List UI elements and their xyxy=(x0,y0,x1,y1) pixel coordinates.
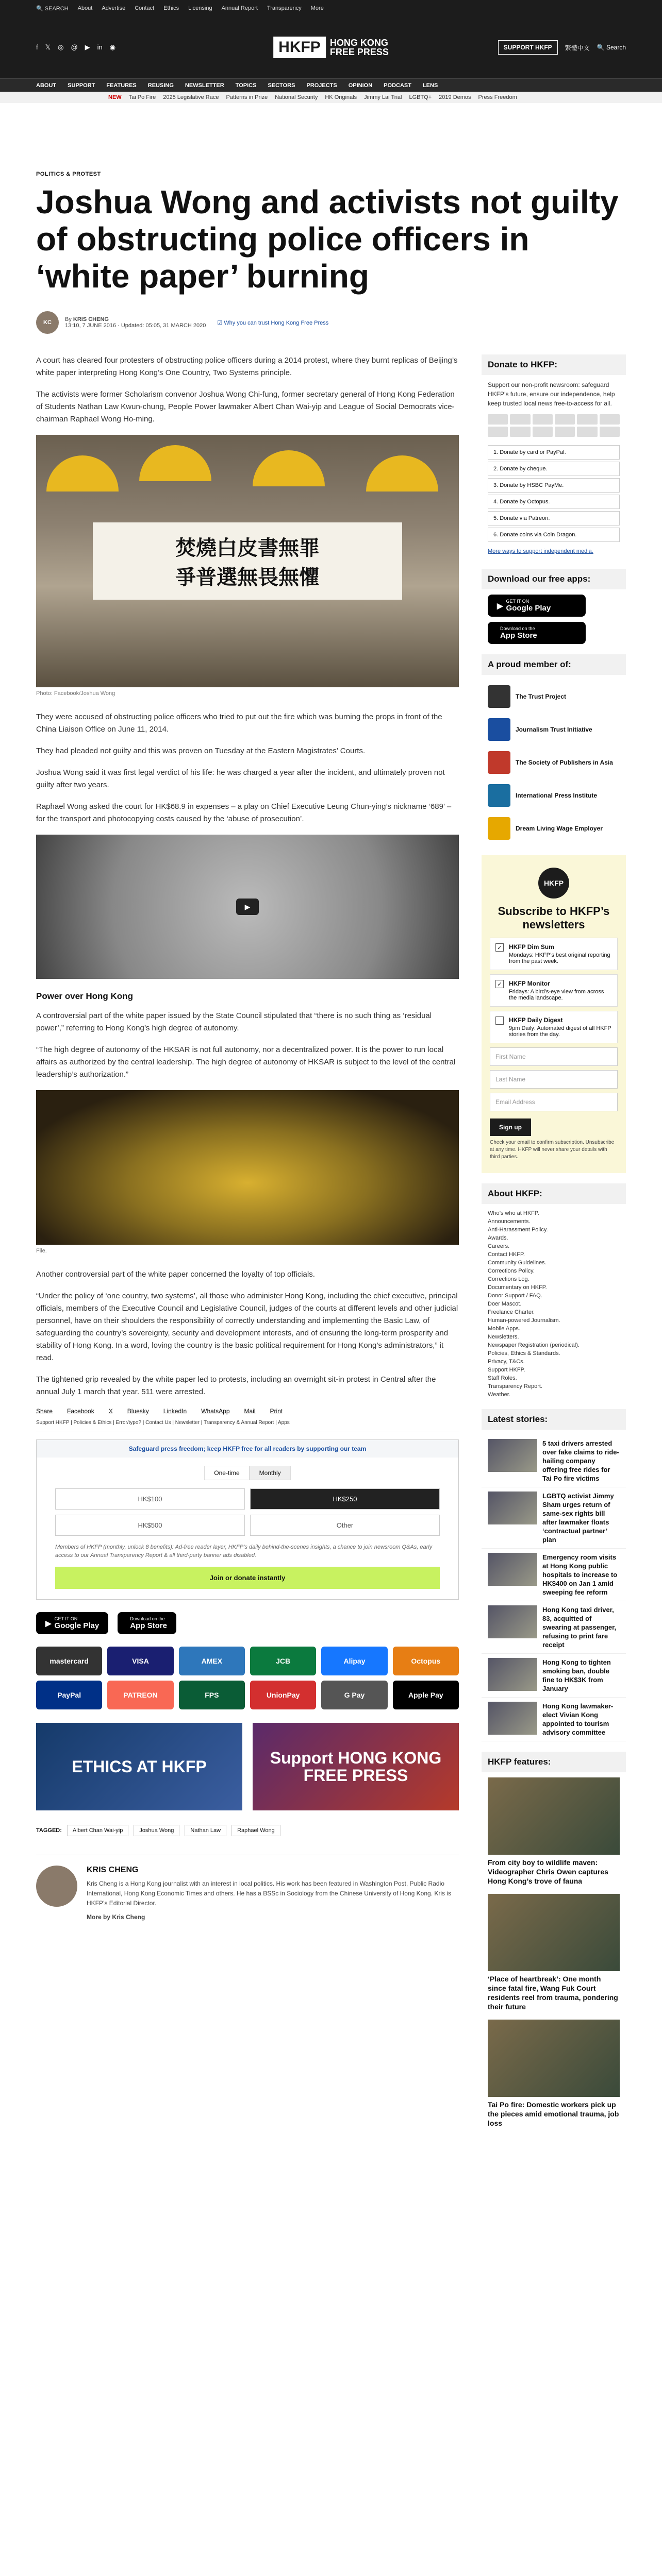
trending-item[interactable]: Jimmy Lai Trial xyxy=(364,94,402,100)
topbar-item[interactable]: About xyxy=(77,5,93,11)
about-link[interactable]: Doer Mascot. xyxy=(488,1301,522,1307)
trending-bar xyxy=(0,92,662,103)
about-link[interactable]: Policies, Ethics & Standards. xyxy=(488,1350,560,1357)
about-link[interactable]: Donor Support / FAQ. xyxy=(488,1293,542,1299)
feature-image[interactable] xyxy=(488,2020,620,2097)
about-link[interactable]: Newspaper Registration (periodical). xyxy=(488,1342,580,1348)
feature-story[interactable] xyxy=(482,2020,626,2136)
topbar-item[interactable]: Annual Report xyxy=(221,5,258,11)
author-avatar[interactable]: KC xyxy=(36,311,59,334)
story-thumbnail[interactable] xyxy=(488,1702,537,1735)
article-title: Joshua Wong and activists not guilty of obstructing police officers in ‘white paper’ burning xyxy=(36,183,619,295)
payment-methods xyxy=(36,1647,459,1709)
about-link[interactable]: Transparency Report. xyxy=(488,1383,542,1389)
article-body xyxy=(36,354,459,2136)
about-link[interactable]: Careers. xyxy=(488,1243,510,1249)
trending-item[interactable]: National Security xyxy=(275,94,318,100)
youtube-icon[interactable]: ▶ xyxy=(85,43,90,51)
paragraph: Raphael Wong asked the court for HK$68.9 in expenses – a play on Chief Executive Leung Chun-ying’s nickname ‘689’ – for the transport and photocopying costs caused by the ‘abuse of prosecution’. xyxy=(36,802,452,823)
donate-option[interactable]: 3. Donate by HSBC PayMe. xyxy=(488,478,620,493)
paragraph: Another controversial part of the white paper concerned the loyalty of top officials. xyxy=(36,1270,315,1279)
share-x[interactable]: X xyxy=(108,1408,113,1415)
payment-logo: G Pay xyxy=(321,1681,387,1709)
about-link[interactable]: Who’s who at HKFP. xyxy=(488,1210,539,1216)
about-link[interactable]: Announcements. xyxy=(488,1218,531,1225)
member-org[interactable] xyxy=(482,812,626,845)
share-linkedin[interactable]: LinkedIn xyxy=(163,1408,187,1415)
paragraph: A controversial part of the white paper issued by the State Council stipulated that “there is no such thing as ‘residual power’,” referring to Hong Kong’s high degree of autonomy. xyxy=(36,1011,432,1032)
about-links xyxy=(482,1209,626,1399)
about-heading: About HKFP: xyxy=(482,1183,626,1204)
payment-logo: PayPal xyxy=(36,1681,102,1709)
sidebar-app-store-button[interactable]: Download on the App Store xyxy=(488,622,586,644)
share-facebook[interactable]: Facebook xyxy=(67,1408,94,1415)
member-name: The Society of Publishers in Asia xyxy=(516,759,613,766)
tag[interactable]: Raphael Wong xyxy=(231,1825,280,1836)
protest-photo xyxy=(36,435,459,687)
member-logo-icon xyxy=(488,751,510,774)
join-donate-button[interactable]: Join or donate instantly xyxy=(55,1567,440,1589)
rally-photo xyxy=(36,1090,459,1245)
story-thumbnail[interactable] xyxy=(488,1492,537,1524)
tag[interactable]: Joshua Wong xyxy=(134,1825,179,1836)
nav-item[interactable]: LENS xyxy=(422,82,438,89)
payment-logo: PATREON xyxy=(107,1681,173,1709)
trending-item[interactable]: 2025 Legislative Race xyxy=(163,94,219,100)
amount-option[interactable]: HK$100 xyxy=(55,1488,245,1510)
feature-image[interactable] xyxy=(488,1777,620,1855)
member-logo-icon xyxy=(488,817,510,840)
about-link[interactable]: Support HKFP. xyxy=(488,1367,525,1373)
section-subhead: Power over Hong Kong xyxy=(36,991,133,1001)
feature-title[interactable]: Tai Po fire: Domestic workers pick up the pieces amid emotional trauma, job loss xyxy=(488,2100,619,2127)
byline: KC By KRIS CHENG 13:10, 7 JUNE 2016 · Updated: 05:05, 31 MARCH 2020 ☑ Why you can trust Hong Kong Free Press xyxy=(36,311,626,334)
topbar-item[interactable]: Transparency xyxy=(267,5,302,11)
story-thumbnail[interactable] xyxy=(488,1658,537,1691)
story-thumbnail[interactable] xyxy=(488,1605,537,1638)
first-name-input[interactable]: First Name xyxy=(490,1047,618,1066)
checkbox-icon[interactable]: ✓ xyxy=(495,943,504,952)
donate-option[interactable]: 4. Donate by Octopus. xyxy=(488,495,620,509)
paragraph: The activists were former Scholarism convenor Joshua Wong Chi-fung, former secretary general of Hong Kong Federation of Students Nathan Law Kwun-chung, People Power lawmaker Albert Chan Wai-yip and League of Social Democrats vice-chairman Raphael Wong Ho-ming. xyxy=(36,390,455,423)
latest-story[interactable] xyxy=(482,1549,626,1601)
share-mail[interactable]: Mail xyxy=(244,1408,256,1415)
about-link[interactable]: Community Guidelines. xyxy=(488,1260,547,1266)
sidebar-google-play-button[interactable]: ▶ GET IT ON Google Play xyxy=(488,595,586,617)
play-store-icon: ▶ xyxy=(45,1619,52,1628)
logo-mark: HKFP xyxy=(273,37,326,58)
donate-option[interactable]: 5. Donate via Patreon. xyxy=(488,511,620,526)
paragraph: Joshua Wong said it was first legal verdict of his life: he was charged a year after the incident, and ultimately proven not guilty after two years. xyxy=(36,768,445,789)
nav-item[interactable]: PROJECTS xyxy=(306,82,337,89)
member-logo-icon xyxy=(488,718,510,741)
main-nav xyxy=(0,78,662,92)
about-link[interactable]: Newsletters. xyxy=(488,1334,519,1340)
member-name: International Press Institute xyxy=(516,792,598,799)
member-list xyxy=(482,680,626,845)
checkbox-icon[interactable] xyxy=(495,1016,504,1025)
feature-title[interactable]: ‘Place of heartbreak’: One month since fatal fire, Wang Fuk Court residents reel from trauma, pondering their future xyxy=(488,1975,618,2011)
paragraph: “Under the policy of ‘one country, two systems’, all those who administer Hong Kong, including the chief executive, principal officials, members of the Executive Council and Legislative Council, judges of the courts at different levels and other judicial personnel, have on their shoulders the responsibility of correctly understanding and implementing the Basic Law, of safeguarding the country’s sovereignty, security and development interests, and of ensuring the long-term prosperity and stability of Hong Kong. In a word, loving the country is the basic political requirement for Hong Kong’s administrators,” it read. xyxy=(36,1292,458,1362)
author-box xyxy=(36,1855,459,1922)
apps-heading: Download our free apps: xyxy=(482,569,626,589)
about-link[interactable]: Corrections Log. xyxy=(488,1276,529,1282)
author-photo[interactable] xyxy=(36,1866,77,1907)
tag[interactable]: Albert Chan Wai-yip xyxy=(67,1825,128,1836)
payment-logo: AMEX xyxy=(179,1647,245,1675)
payment-logo: mastercard xyxy=(36,1647,102,1675)
play-icon[interactable]: ▶ xyxy=(236,899,259,915)
about-link[interactable]: Mobile Apps. xyxy=(488,1326,520,1332)
share-bluesky[interactable]: Bluesky xyxy=(127,1408,149,1415)
photo-caption: File. xyxy=(36,1248,47,1254)
sidebar-payment-logos xyxy=(482,408,626,443)
member-org[interactable] xyxy=(482,680,626,713)
app-downloads xyxy=(36,1612,459,1634)
payment-logo: Alipay xyxy=(321,1647,387,1675)
member-logo-icon xyxy=(488,784,510,807)
author-link[interactable]: KRIS CHENG xyxy=(73,316,109,323)
app-store-button[interactable]: Download on the App Store xyxy=(118,1612,176,1634)
instagram-icon[interactable]: ◎ xyxy=(58,43,64,51)
donate-option[interactable]: 6. Donate coins via Coin Dragon. xyxy=(488,528,620,542)
about-link[interactable]: Human-powered Journalism. xyxy=(488,1317,560,1324)
donate-option[interactable]: 2. Donate by cheque. xyxy=(488,462,620,476)
share-bar xyxy=(36,1408,459,1415)
search-link[interactable]: 🔍 SEARCH xyxy=(36,5,69,12)
feature-stories xyxy=(482,1777,626,2136)
tag[interactable]: Nathan Law xyxy=(185,1825,226,1836)
payment-logo: VISA xyxy=(107,1647,173,1675)
story-thumbnail[interactable] xyxy=(488,1553,537,1586)
x-icon[interactable]: 𝕏 xyxy=(45,43,51,51)
member-org[interactable] xyxy=(482,713,626,746)
topbar-item[interactable]: Ethics xyxy=(163,5,179,11)
member-name: Journalism Trust Initiative xyxy=(516,726,592,733)
support-hkfp-button[interactable]: SUPPORT HKFP xyxy=(498,40,558,55)
paragraph: They were accused of obstructing police officers who tried to put out the fire which was burning the props in front of the China Liaison Office on June 11, 2014. xyxy=(36,713,442,734)
site-header xyxy=(0,16,662,78)
support-promo[interactable]: Support HONG KONG FREE PRESS xyxy=(253,1723,459,1810)
nav-item[interactable]: OPINION xyxy=(348,82,373,89)
threads-icon[interactable]: @ xyxy=(71,43,78,51)
latest-story[interactable] xyxy=(482,1435,626,1487)
feature-story[interactable] xyxy=(482,1894,626,2020)
newsletter-heading: Subscribe to HKFP’s newsletters xyxy=(498,905,610,931)
trending-item[interactable]: Press Freedom xyxy=(478,94,517,100)
feature-title[interactable]: From city boy to wildlife maven: Videographer Chris Owen captures Hong Kong’s trove of fauna xyxy=(488,1858,608,1885)
features-heading: HKFP features: xyxy=(482,1752,626,1772)
tab-one-time[interactable]: One-time xyxy=(204,1466,249,1480)
photo-caption: Photo: Facebook/Joshua Wong xyxy=(36,690,115,697)
newsletter-note: Check your email to confirm subscription. Unsubscribe at any time. HKFP will never share your details with third parties. xyxy=(490,1140,615,1160)
site-logo[interactable] xyxy=(273,37,389,58)
story-title[interactable]: Hong Kong to tighten smoking ban, double fine to HK$3K from January xyxy=(542,1658,611,1692)
share-whatsapp[interactable]: WhatsApp xyxy=(201,1408,230,1415)
member-name: The Trust Project xyxy=(516,693,567,700)
more-ways-link[interactable]: More ways to support independent media. xyxy=(488,548,593,554)
about-link[interactable]: Weather. xyxy=(488,1392,510,1398)
email-input[interactable]: Email Address xyxy=(490,1093,618,1111)
header-search[interactable]: 🔍 Search xyxy=(597,44,626,51)
checkbox-icon[interactable]: ✓ xyxy=(495,980,504,988)
sign-up-button[interactable]: Sign up xyxy=(490,1118,531,1136)
members-heading: A proud member of: xyxy=(482,654,626,675)
facebook-icon[interactable]: f xyxy=(36,43,38,51)
newsletter-option[interactable]: HKFP Daily Digest 9pm Daily: Automated digest of all HKFP stories from the day. xyxy=(490,1011,618,1043)
latest-story[interactable] xyxy=(482,1698,626,1741)
about-link[interactable]: Corrections Policy. xyxy=(488,1268,535,1274)
rss-icon[interactable]: ◉ xyxy=(109,43,116,51)
paragraph: A court has cleared four protesters of obstructing police officers during a 2014 protest, where they burnt replicas of Beijing’s white paper interpreting Hong Kong’s One Country, Two Systems principle. xyxy=(36,356,458,377)
about-link[interactable]: Awards. xyxy=(488,1235,508,1241)
latest-heading: Latest stories: xyxy=(482,1409,626,1430)
story-title[interactable]: 5 taxi drivers arrested over fake claims to ride-hailing company offering free rides for Tai Po fire victims xyxy=(542,1439,619,1482)
trending-item[interactable]: LGBTQ+ xyxy=(409,94,432,100)
topbar-item[interactable]: Contact xyxy=(135,5,155,11)
payment-logo: FPS xyxy=(179,1681,245,1709)
newsletter-signup xyxy=(482,855,626,1173)
sidebar xyxy=(482,354,626,2136)
donation-headline[interactable]: Safeguard press freedom; keep HKFP free for all readers by supporting our team xyxy=(37,1440,458,1458)
member-org[interactable] xyxy=(482,746,626,779)
last-name-input[interactable]: Last Name xyxy=(490,1070,618,1089)
linkedin-icon[interactable]: in xyxy=(97,43,103,51)
trending-item[interactable]: Patterns in Prize xyxy=(226,94,268,100)
nav-item[interactable]: NEWSLETTER xyxy=(185,82,224,89)
about-link[interactable]: Freelance Charter. xyxy=(488,1309,535,1315)
payment-logo: Apple Pay xyxy=(393,1681,459,1709)
story-thumbnail[interactable] xyxy=(488,1439,537,1472)
about-link[interactable]: Privacy, T&Cs. xyxy=(488,1359,525,1365)
amount-option[interactable]: Other xyxy=(250,1515,440,1536)
trending-item[interactable]: HK Originals xyxy=(325,94,357,100)
newsletter-option[interactable]: ✓ HKFP Dim Sum Mondays: HKFP’s best original reporting from the past week. xyxy=(490,938,618,970)
google-play-button[interactable]: ▶ GET IT ON Google Play xyxy=(36,1612,108,1634)
paragraph: “The high degree of autonomy of the HKSAR is not full autonomy, nor a decentralized power. It is the power to run local affairs as authorized by the central leadership. The high degree of autonomy of HKSAR is subject to the level of the central leadership’s authorization.” xyxy=(36,1045,456,1079)
author-bio: Kris Cheng is a Hong Kong journalist with an interest in local politics. His work has been featured in Washington Post, Public Radio International, Hong Kong Economic Times and others. He has a BSSc in Sociology from the Chinese University of Hong Kong. Kris is HKFP’s Editorial Director. xyxy=(87,1880,452,1907)
trust-link[interactable]: ☑ Why you can trust Hong Kong Free Press xyxy=(217,319,329,326)
article-dates: 13:10, 7 JUNE 2016 · Updated: 05:05, 31 MARCH 2020 xyxy=(65,323,206,329)
story-title[interactable]: Hong Kong taxi driver, 83, acquitted of swearing at passenger, refusing to print fare receipt xyxy=(542,1606,617,1649)
newsletter-option[interactable]: ✓ HKFP Monitor Fridays: A bird’s-eye view from across the media landscape. xyxy=(490,974,618,1007)
nav-item[interactable]: SECTORS xyxy=(268,82,295,89)
trending-item[interactable]: 2019 Demos xyxy=(439,94,471,100)
amount-option[interactable]: HK$500 xyxy=(55,1515,245,1536)
author-name[interactable]: KRIS CHENG xyxy=(87,1866,139,1874)
nav-item[interactable]: SUPPORT xyxy=(68,82,95,89)
payment-logo: UnionPay xyxy=(250,1681,316,1709)
member-org[interactable] xyxy=(482,779,626,812)
topbar-item[interactable]: Licensing xyxy=(188,5,212,11)
nav-item[interactable]: ABOUT xyxy=(36,82,57,89)
member-name: Dream Living Wage Employer xyxy=(516,825,603,832)
about-link[interactable]: Anti-Harassment Policy. xyxy=(488,1227,548,1233)
top-utility-bar xyxy=(0,0,662,16)
donate-text: Support our non-profit newsroom: safeguard HKFP’s future, ensure our independence, help keep trusted local news free-to-access for all. xyxy=(488,381,615,407)
social-links xyxy=(36,43,115,52)
language-link[interactable]: 繁體中文 xyxy=(565,44,590,52)
feature-image[interactable] xyxy=(488,1894,620,1971)
tab-monthly[interactable]: Monthly xyxy=(250,1466,291,1480)
paragraph: The tightened grip revealed by the white paper led to protests, including an overnight sit-in protest in Central after the annual July 1 march that year. 511 were arrested. xyxy=(36,1375,436,1396)
donation-widget xyxy=(36,1439,459,1600)
paragraph: They had pleaded not guilty and this was proven on Tuesday at the Eastern Magistrates’ Courts. xyxy=(36,747,366,755)
protest-banner: 焚燒白皮書無罪 爭普選無畏無懼 xyxy=(93,522,402,600)
about-link[interactable]: Staff Roles. xyxy=(488,1375,517,1381)
story-title[interactable]: Hong Kong lawmaker-elect Vivian Kong appointed to tourism advisory committee xyxy=(542,1702,614,1736)
latest-story[interactable] xyxy=(482,1487,626,1549)
share-print[interactable]: Print xyxy=(270,1408,283,1415)
latest-stories xyxy=(482,1435,626,1741)
payment-logo: JCB xyxy=(250,1647,316,1675)
amount-option-selected[interactable]: HK$250 xyxy=(250,1488,440,1510)
nav-item[interactable]: FEATURES xyxy=(106,82,137,89)
topbar-item[interactable]: Advertise xyxy=(102,5,126,11)
logo-line-2: FREE PRESS xyxy=(329,47,389,57)
logo-line-1: HONG KONG xyxy=(329,38,388,48)
embedded-video[interactable] xyxy=(36,835,459,979)
more-by-author-link[interactable]: More by Kris Cheng xyxy=(87,1913,145,1921)
story-title[interactable]: Emergency room visits at Hong Kong public hospitals to increase to HK$400 on Jan 1 amid sweeping fee reform xyxy=(542,1553,618,1596)
about-link[interactable]: Contact HKFP. xyxy=(488,1251,525,1258)
feature-story[interactable] xyxy=(482,1777,626,1894)
nav-item[interactable]: PODCAST xyxy=(384,82,411,89)
nav-item[interactable]: TOPICS xyxy=(235,82,257,89)
article-category[interactable]: POLITICS & PROTEST xyxy=(36,171,101,177)
play-store-icon: ▶ xyxy=(497,601,503,611)
trending-item[interactable]: Tai Po Fire xyxy=(128,94,156,100)
trending-label: NEW xyxy=(108,94,122,100)
nav-item[interactable]: REUSING xyxy=(147,82,174,89)
about-link[interactable]: Documentary on HKFP. xyxy=(488,1284,547,1291)
ethics-promo[interactable]: ETHICS AT HKFP xyxy=(36,1723,242,1810)
member-logo-icon xyxy=(488,685,510,708)
story-title[interactable]: LGBTQ activist Jimmy Sham urges return of same-sex rights bill after lawmaker floats ‘contractual partner’ plan xyxy=(542,1492,614,1544)
payment-logo: Octopus xyxy=(393,1647,459,1675)
share-link[interactable]: Share xyxy=(36,1408,53,1415)
topbar-more[interactable]: More xyxy=(310,5,324,11)
latest-story[interactable] xyxy=(482,1654,626,1698)
hkfp-badge-icon: HKFP xyxy=(538,868,569,899)
support-links[interactable]: Support HKFP | Policies & Ethics | Error/typo? | Contact Us | Newsletter | Transparency & Annual Report | Apps xyxy=(36,1420,459,1432)
donation-note: Members of HKFP (monthly, unlock 8 benefits): Ad-free reader layer, HKFP’s daily behind-the-scenes insights, a chance to join newsroom Q&As, early access to our Annual Transparency Report & all third-party banner ads disabled. xyxy=(55,1544,433,1558)
latest-story[interactable] xyxy=(482,1601,626,1654)
donate-option[interactable]: 1. Donate by card or PayPal. xyxy=(488,445,620,460)
tag-list: TAGGED: Albert Chan Wai-yip Joshua Wong Nathan Law Raphael Wong xyxy=(36,1825,459,1836)
donate-heading: Donate to HKFP: xyxy=(482,354,626,375)
